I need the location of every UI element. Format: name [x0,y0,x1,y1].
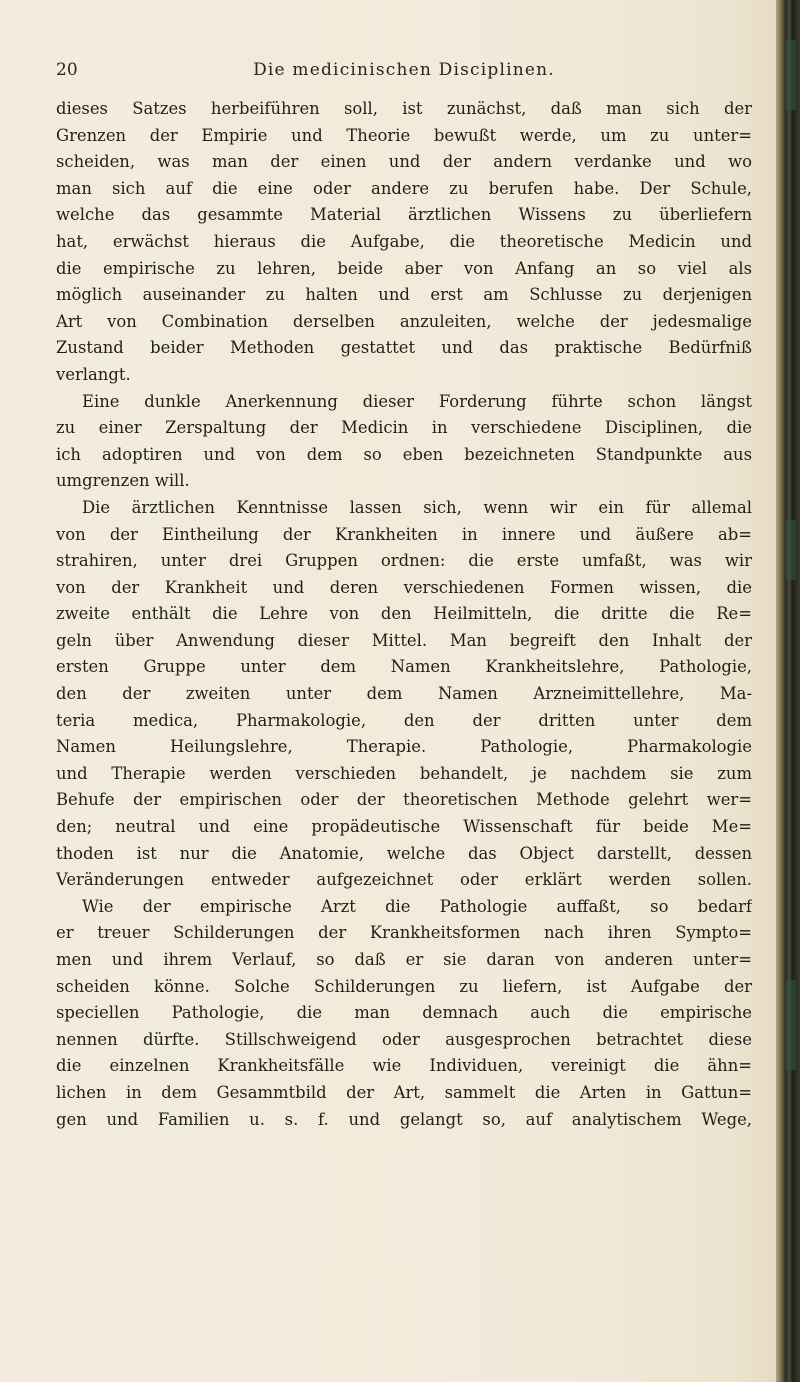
text-line: geln über Anwendung dieser Mittel. Man begreift den Inhalt der [56,630,752,650]
text-line: thoden ist nur die Anatomie, welche das Object darstellt, dessen [56,843,752,863]
binding-wear [786,40,796,110]
text-line: Grenzen der Empirie und Theorie bewußt werde, um zu unter= [56,125,752,145]
text-line: Eine dunkle Anerkennung dieser Forderung führte schon längst [82,391,752,411]
text-line: scheiden könne. Solche Schilderungen zu liefern, ist Aufgabe der [56,976,752,996]
text-line: gen und Familien u. s. f. und gelangt so, auf analytischem Wege, [56,1109,752,1129]
text-line: möglich auseinander zu halten und erst am Schlusse zu derjenigen [56,285,752,305]
text-line: umgrenzen will. [56,471,190,491]
body-text [56,96,752,1133]
binding-wear [786,980,796,1070]
text-line: Zustand beider Methoden gestattet und das praktische Bedürfniß [56,338,752,358]
text-line: strahiren, unter drei Gruppen ordnen: die erste umfaßt, was wir [56,551,752,571]
text-line: und Therapie werden verschieden behandelt, je nachdem sie zum [56,763,752,783]
text-line: zweite enthält die Lehre von den Heilmitteln, die dritte die Re= [56,604,752,624]
text-line: Behufe der empirischen oder der theoretischen Methode gelehrt wer= [56,790,752,810]
text-line: dieses Satzes herbeiführen soll, ist zunächst, daß man sich der [56,99,752,118]
text-line: ersten Gruppe unter dem Namen Krankheitslehre, Pathologie, [56,657,752,677]
running-title: Die medicinischen Disciplinen. [253,60,555,80]
text-line: Art von Combination derselben anzuleiten, welche der jedesmalige [56,311,752,331]
text-line: den der zweiten unter dem Namen Arzneimittellehre, Ma- [56,684,752,704]
text-line: den; neutral und eine propädeutische Wissenschaft für beide Me= [56,817,752,837]
text-line: die empirische zu lehren, beide aber von Anfang an so viel als [56,258,752,278]
text-line: speciellen Pathologie, die man demnach auch die empirische [56,1003,752,1023]
text-line: nennen dürfte. Stillschweigend oder ausgesprochen betrachtet diese [56,1029,752,1049]
text-line: verlangt. [56,364,131,384]
text-line: teria medica, Pharmakologie, den der dritten unter dem [56,710,752,730]
book-binding-edge [776,0,800,1382]
text-line: Wie der empirische Arzt die Pathologie auffaßt, so bedarf [82,896,752,916]
text-line: lichen in dem Gesammtbild der Art, sammelt die Arten in Gattun= [56,1082,752,1102]
page-header [56,60,752,88]
text-line: zu einer Zerspaltung der Medicin in verschiedene Disciplinen, die [56,418,752,438]
binding-wear [786,520,796,580]
text-line: welche das gesammte Material ärztlichen Wissens zu überliefern [56,205,752,225]
text-line: von der Eintheilung der Krankheiten in innere und äußere ab= [56,524,752,544]
text-line: Veränderungen entweder aufgezeichnet oder erklärt werden sollen. [56,870,752,890]
page-number: 20 [56,60,78,80]
text-line: man sich auf die eine oder andere zu berufen habe. Der Schule, [56,178,752,198]
text-line: von der Krankheit und deren verschiedenen Formen wissen, die [56,577,752,597]
text-line: scheiden, was man der einen und der andern verdanke und wo [56,152,752,172]
text-line: Die ärztlichen Kenntnisse lassen sich, wenn wir ein für allemal [82,497,752,517]
text-line: er treuer Schilderungen der Krankheitsformen nach ihren Sympto= [56,923,752,943]
text-line: ich adoptiren und von dem so eben bezeichneten Standpunkte aus [56,444,752,464]
text-line: die einzelnen Krankheitsfälle wie Individuen, vereinigt die ähn= [56,1056,752,1076]
text-line: hat, erwächst hieraus die Aufgabe, die theoretische Medicin und [56,231,752,251]
text-line: men und ihrem Verlauf, so daß er sie daran von anderen unter= [56,950,752,969]
text-line: Namen Heilungslehre, Therapie. Pathologie, Pharmakologie [56,737,752,757]
